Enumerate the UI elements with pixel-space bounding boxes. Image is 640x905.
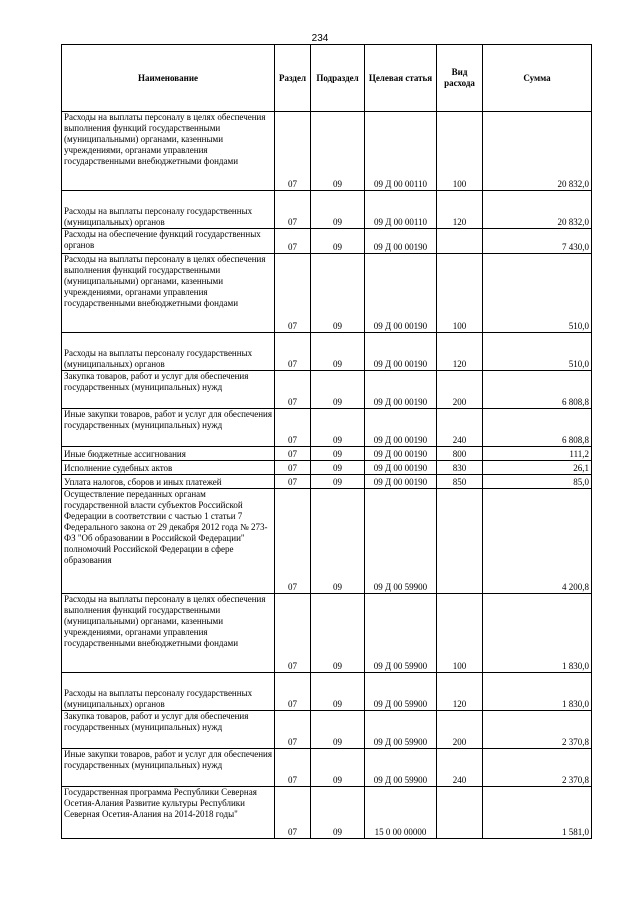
row-vid: 850 <box>437 475 483 489</box>
row-podrazdel: 09 <box>311 254 365 333</box>
table-row <box>62 371 592 409</box>
row-podrazdel: 09 <box>311 711 365 749</box>
row-razdel: 07 <box>275 673 311 711</box>
row-name: Иные бюджетные ассигнования <box>62 447 275 461</box>
row-razdel: 07 <box>275 594 311 673</box>
row-target: 09 Д 00 00110 <box>365 112 437 191</box>
row-vid: 100 <box>437 112 483 191</box>
row-podrazdel: 09 <box>311 594 365 673</box>
row-sum: 20 832,0 <box>483 191 592 229</box>
row-name: Расходы на выплаты персоналу в целях обеспечения выполнения функций государственными (муниципальными) органами, казенными учреждениями, органами управления государственными внебюджетными фондами <box>62 254 275 333</box>
row-sum: 85,0 <box>483 475 592 489</box>
row-target: 15 0 00 00000 <box>365 787 437 839</box>
row-sum: 1 830,0 <box>483 673 592 711</box>
header-row <box>62 45 592 112</box>
budget-table <box>61 44 592 839</box>
row-target: 09 Д 00 59900 <box>365 489 437 594</box>
row-razdel: 07 <box>275 229 311 254</box>
row-razdel: 07 <box>275 711 311 749</box>
row-name: Расходы на выплаты персоналу в целях обеспечения выполнения функций государственными (муниципальными) органами, казенными учреждениями, органами управления государственными внебюджетными фондами <box>62 594 275 673</box>
row-razdel: 07 <box>275 254 311 333</box>
row-podrazdel: 09 <box>311 447 365 461</box>
row-name: Расходы на выплаты персоналу государственных (муниципальных) органов <box>62 673 275 711</box>
row-razdel: 07 <box>275 371 311 409</box>
row-target: 09 Д 00 00190 <box>365 409 437 447</box>
row-sum: 7 430,0 <box>483 229 592 254</box>
row-vid <box>437 787 483 839</box>
table-row <box>62 229 592 254</box>
row-name: Исполнение судебных актов <box>62 461 275 475</box>
row-podrazdel: 09 <box>311 787 365 839</box>
row-razdel: 07 <box>275 749 311 787</box>
table-row <box>62 489 592 594</box>
header-razdel: Раздел <box>275 45 311 112</box>
table-row <box>62 409 592 447</box>
row-sum: 510,0 <box>483 254 592 333</box>
header-vid: Вид расхода <box>437 45 483 112</box>
row-podrazdel: 09 <box>311 333 365 371</box>
table-row <box>62 673 592 711</box>
row-vid <box>437 489 483 594</box>
row-razdel: 07 <box>275 787 311 839</box>
row-sum: 26,1 <box>483 461 592 475</box>
row-vid: 240 <box>437 409 483 447</box>
row-vid: 240 <box>437 749 483 787</box>
row-vid: 830 <box>437 461 483 475</box>
row-target: 09 Д 00 00190 <box>365 447 437 461</box>
row-sum: 2 370,8 <box>483 749 592 787</box>
row-vid: 100 <box>437 254 483 333</box>
row-sum: 1 830,0 <box>483 594 592 673</box>
row-vid: 800 <box>437 447 483 461</box>
row-vid: 120 <box>437 673 483 711</box>
row-name: Расходы на обеспечение функций государственных органов <box>62 229 275 254</box>
row-podrazdel: 09 <box>311 191 365 229</box>
row-target: 09 Д 00 59900 <box>365 594 437 673</box>
row-razdel: 07 <box>275 475 311 489</box>
row-podrazdel: 09 <box>311 112 365 191</box>
row-sum: 20 832,0 <box>483 112 592 191</box>
row-sum: 4 200,8 <box>483 489 592 594</box>
row-podrazdel: 09 <box>311 749 365 787</box>
row-name: Закупка товаров, работ и услуг для обеспечения государственных (муниципальных) нужд <box>62 371 275 409</box>
row-razdel: 07 <box>275 489 311 594</box>
table-row <box>62 254 592 333</box>
row-target: 09 Д 00 00190 <box>365 475 437 489</box>
page-number: 234 <box>311 33 329 44</box>
row-target: 09 Д 00 00190 <box>365 333 437 371</box>
row-razdel: 07 <box>275 191 311 229</box>
table-row <box>62 594 592 673</box>
header-target: Целевая статья <box>365 45 437 112</box>
row-target: 09 Д 00 00190 <box>365 461 437 475</box>
row-target: 09 Д 00 00190 <box>365 254 437 333</box>
header-podrazdel: Подраздел <box>311 45 365 112</box>
row-razdel: 07 <box>275 112 311 191</box>
row-sum: 111,2 <box>483 447 592 461</box>
row-razdel: 07 <box>275 447 311 461</box>
row-podrazdel: 09 <box>311 673 365 711</box>
row-name: Государственная программа Республики Северная Осетия-Алания Развитие культуры Республики Северная Осетия-Алания на 2014-2018 годы" <box>62 787 275 839</box>
row-razdel: 07 <box>275 409 311 447</box>
table-row <box>62 461 592 475</box>
row-vid: 200 <box>437 711 483 749</box>
row-target: 09 Д 00 59900 <box>365 749 437 787</box>
row-target: 09 Д 00 00110 <box>365 191 437 229</box>
table-row <box>62 191 592 229</box>
header-name: Наименование <box>62 45 275 112</box>
row-vid <box>437 229 483 254</box>
table-row <box>62 749 592 787</box>
row-podrazdel: 09 <box>311 409 365 447</box>
row-vid: 100 <box>437 594 483 673</box>
row-name: Расходы на выплаты персоналу в целях обеспечения выполнения функций государственными (муниципальными) органами, казенными учреждениями, органами управления государственными внебюджетными фондами <box>62 112 275 191</box>
row-name: Уплата налогов, сборов и иных платежей <box>62 475 275 489</box>
row-vid: 200 <box>437 371 483 409</box>
row-sum: 6 808,8 <box>483 409 592 447</box>
row-target: 09 Д 00 00190 <box>365 229 437 254</box>
row-sum: 510,0 <box>483 333 592 371</box>
row-podrazdel: 09 <box>311 371 365 409</box>
row-podrazdel: 09 <box>311 489 365 594</box>
table-row <box>62 711 592 749</box>
row-name: Иные закупки товаров, работ и услуг для обеспечения государственных (муниципальных) нужд <box>62 749 275 787</box>
row-name: Осуществление переданных органам государственной власти субъектов Российской Федерации в соответствии с частью 1 статьи 7 Федерального закона от 29 декабря 2012 года № 273-ФЗ "Об образовании в Российской Федерации" полномочий Российской Федерации в сфере образования <box>62 489 275 594</box>
row-podrazdel: 09 <box>311 229 365 254</box>
row-vid: 120 <box>437 191 483 229</box>
row-target: 09 Д 00 59900 <box>365 673 437 711</box>
table-row <box>62 333 592 371</box>
row-razdel: 07 <box>275 333 311 371</box>
table-row <box>62 787 592 839</box>
row-sum: 6 808,8 <box>483 371 592 409</box>
table-row <box>62 475 592 489</box>
row-podrazdel: 09 <box>311 461 365 475</box>
row-target: 09 Д 00 00190 <box>365 371 437 409</box>
row-name: Иные закупки товаров, работ и услуг для обеспечения государственных (муниципальных) нужд <box>62 409 275 447</box>
row-sum: 1 581,0 <box>483 787 592 839</box>
row-name: Расходы на выплаты персоналу государственных (муниципальных) органов <box>62 333 275 371</box>
row-target: 09 Д 00 59900 <box>365 711 437 749</box>
row-name: Расходы на выплаты персоналу государственных (муниципальных) органов <box>62 191 275 229</box>
table-row <box>62 447 592 461</box>
table-row <box>62 112 592 191</box>
row-sum: 2 370,8 <box>483 711 592 749</box>
row-razdel: 07 <box>275 461 311 475</box>
header-sum: Сумма <box>483 45 592 112</box>
row-podrazdel: 09 <box>311 475 365 489</box>
row-name: Закупка товаров, работ и услуг для обеспечения государственных (муниципальных) нужд <box>62 711 275 749</box>
row-vid: 120 <box>437 333 483 371</box>
